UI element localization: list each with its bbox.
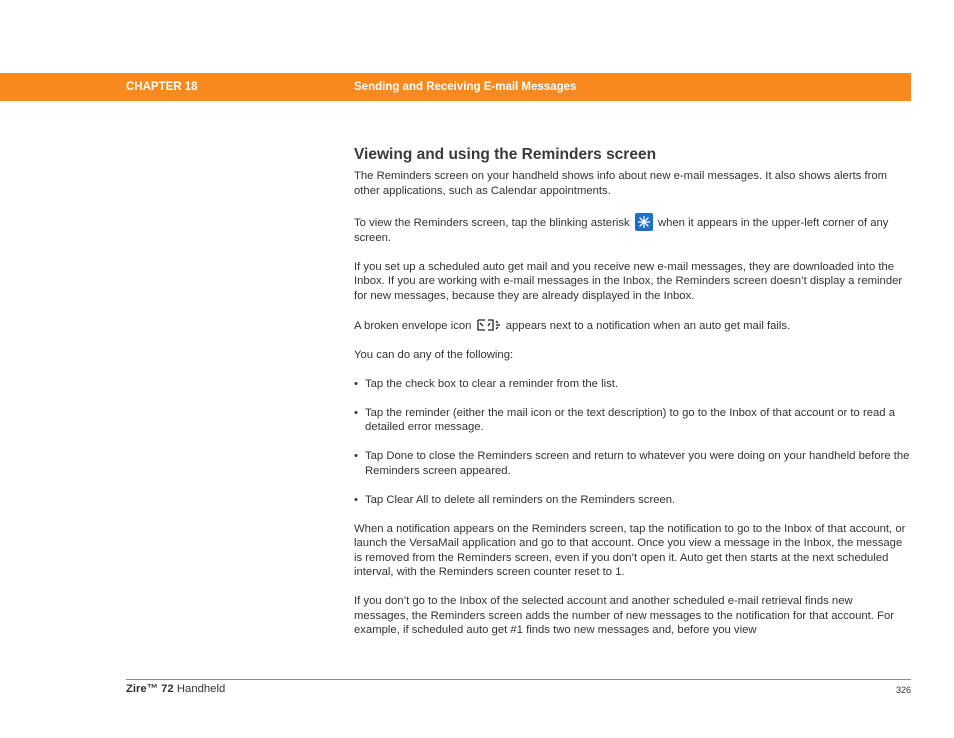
footer-product-name: Handheld: [173, 683, 226, 695]
view-instructions-paragraph: [354, 213, 910, 246]
chapter-title: Sending and Receiving E-mail Messages: [354, 81, 577, 93]
list-item: [354, 493, 910, 508]
broken-text-before: A broken envelope icon: [354, 319, 472, 332]
bullet: •: [354, 406, 358, 419]
blinking-asterisk-icon: [635, 213, 653, 231]
chapter-number: CHAPTER 18: [126, 81, 198, 93]
list-item-text: Tap the check box to clear a reminder from the list.: [365, 377, 619, 390]
broken-envelope-paragraph: [354, 318, 910, 334]
broken-envelope-icon: [477, 318, 501, 332]
view-text-after: when it appears in the upper-left corner of any screen.: [354, 216, 889, 244]
list-item: [354, 377, 910, 392]
view-text-before: To view the Reminders screen, tap the blinking asterisk: [354, 216, 630, 229]
notification-paragraph: When a notification appears on the Reminders screen, tap the notification to go to the Inbox of that account, or launch the VersaMail application and go to that account. Once you view a message in the Inbox, the message is removed from the Reminders screen, even if you don’t open it. Auto get then starts at the next scheduled interval, with the Reminders screen counter reset to 1.: [354, 522, 906, 578]
section-heading: Viewing and using the Reminders screen: [354, 146, 657, 163]
list-item-text: Tap the reminder (either the mail icon or the text description) to go to the Inbox of that account or to read a detailed error message.: [365, 406, 895, 433]
main-content: [354, 145, 910, 652]
footer-brand: Zire™ 72: [126, 683, 174, 695]
counter-paragraph: If you don’t go to the Inbox of the selected account and another scheduled e-mail retrieval finds new messages, the Reminders screen adds the number of new messages to the notification for that account. For example, if scheduled auto get #1 finds two new messages and, before you view: [354, 595, 895, 636]
list-item-text: Tap Clear All to delete all reminders on the Reminders screen.: [365, 493, 676, 506]
broken-text-after: appears next to a notification when an auto get mail fails.: [505, 319, 791, 332]
bullet: •: [354, 493, 358, 506]
list-item: [354, 449, 910, 478]
chapter-header-bar: [0, 73, 911, 101]
list-item: [354, 406, 910, 435]
auto-get-paragraph: If you set up a scheduled auto get mail and you receive new e-mail messages, they are downloaded into the Inbox. If you are working with e-mail messages in the Inbox, the Reminders screen doesn’t display a reminder for new messages, because they are already displayed in the Inbox.: [354, 260, 903, 302]
page-number: 326: [895, 685, 911, 695]
list-item-text: Tap Done to close the Reminders screen and return to whatever you were doing on your handheld before the Reminders screen appeared.: [365, 450, 910, 477]
bullet: •: [354, 377, 358, 390]
options-list: [354, 377, 910, 508]
footer-product: [126, 683, 225, 695]
options-intro: You can do any of the following:: [354, 348, 514, 361]
bullet: •: [354, 450, 358, 462]
intro-paragraph: The Reminders screen on your handheld shows info about new e-mail messages. It also shows alerts from other applications, such as Calendar appointments.: [354, 170, 888, 197]
footer-divider: [126, 679, 911, 680]
